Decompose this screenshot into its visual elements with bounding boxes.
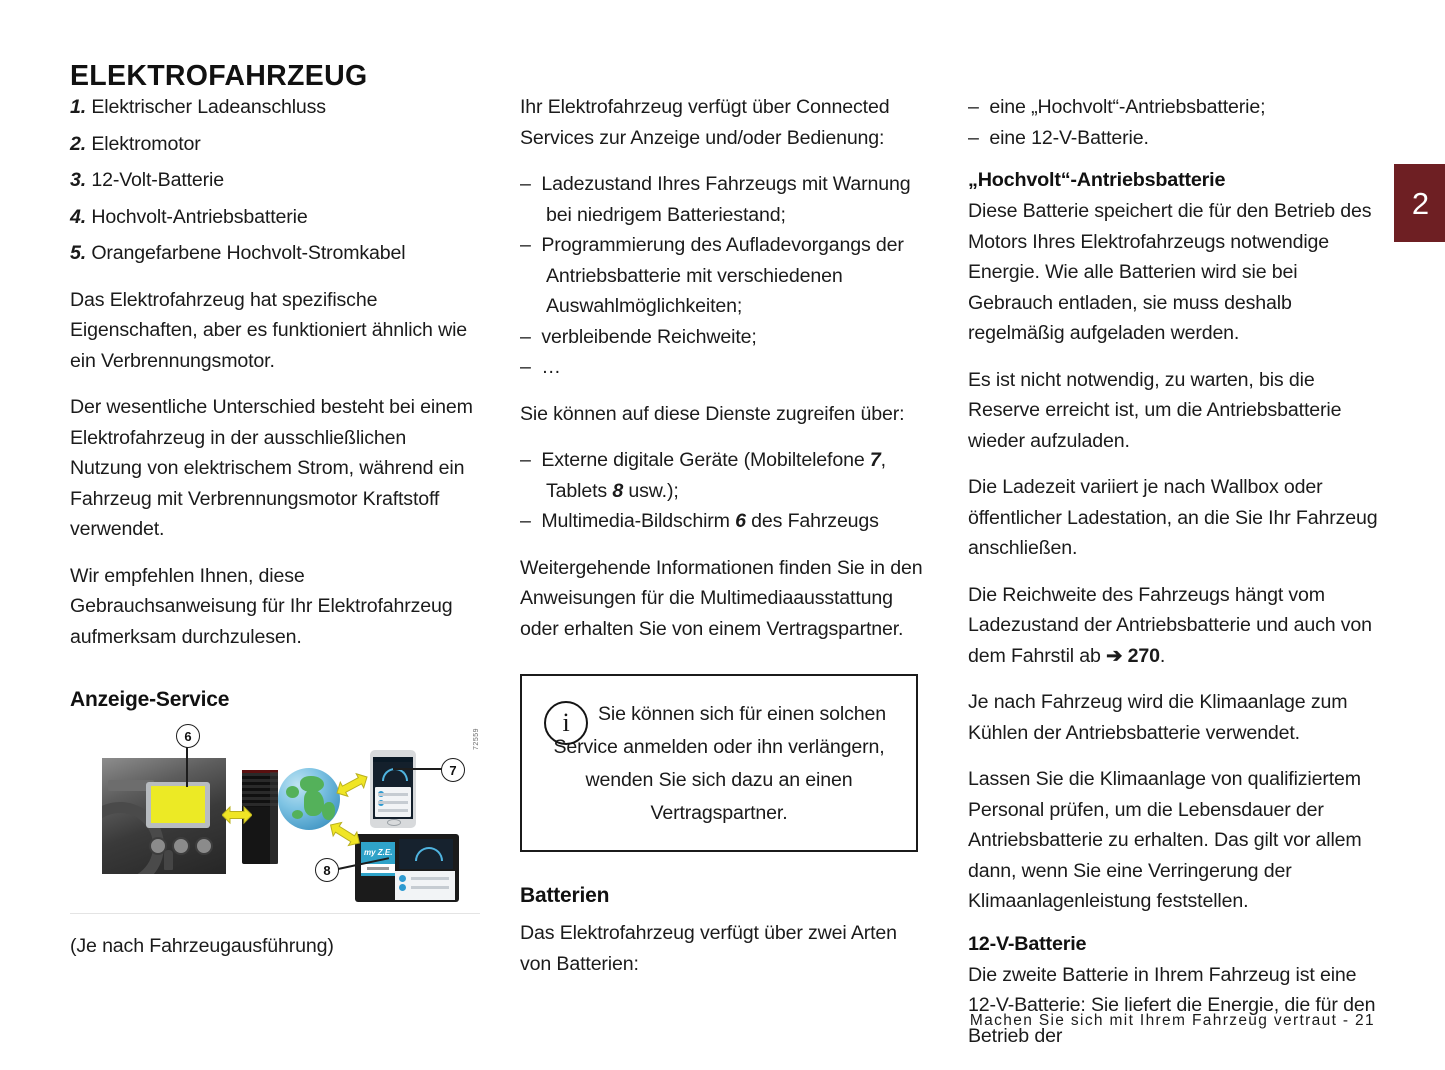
cross-reference-page: 270: [1127, 644, 1160, 667]
callout-6: [176, 724, 200, 748]
callout-label: 7: [449, 762, 457, 778]
dash-list-item-label: Externe digitale Geräte (Mobiltelefone: [541, 449, 870, 471]
paragraph: Das Elektrofahrzeug hat spezifische Eigenschaften, aber es funktioniert ähnlich wie ein Verbrennungsmotor.: [70, 288, 468, 372]
figure-canvas: [70, 722, 480, 907]
callout-leader-7: [393, 768, 442, 770]
dash-list-battery-types: [968, 92, 1378, 153]
landmass: [286, 786, 299, 798]
home-button-icon: [387, 819, 401, 826]
dash-list-item-label-end: usw.);: [623, 479, 679, 502]
list-row: [411, 886, 449, 889]
dash-list-item-label: eine „Hochvolt“-Antriebsbatterie;: [989, 96, 1266, 118]
section-heading-12v: 12-V-Batterie: [968, 932, 1087, 955]
figure-reference-number: 6: [735, 510, 746, 532]
list-item-label: Elektromotor: [91, 132, 201, 155]
list-item-number: 4.: [70, 205, 87, 228]
chapter-tab-number: 2: [1411, 185, 1430, 221]
dash-list-item-label: verbleibende Reichweite;: [541, 325, 757, 348]
figure-reference-code: 72559: [473, 728, 480, 750]
column-right: [968, 92, 1378, 1051]
brand-logo: [361, 864, 395, 873]
paragraph: Sie können auf diese Dienste zugreifen über:: [520, 402, 905, 425]
callout-leader-6: [186, 745, 188, 787]
gear-shifter: [164, 850, 173, 870]
paragraph: Lassen Sie die Klimaanlage von qualifiziertem Personal prüfen, um die Lebensdauer der Antriebsbatterie zu erhalten. Das gilt vor allem dann, wenn Sie eine Verringerung der Klimaanlagenleistung feststellen.: [968, 768, 1362, 912]
paragraph-text: Die Reichweite des Fahrzeugs hängt vom Ladezustand der Antriebsbatterie und auch von dem Fahrstil ab: [968, 583, 1372, 667]
info-box: [520, 674, 918, 852]
knob-icon: [195, 837, 213, 855]
callout-label: 8: [323, 862, 331, 878]
paragraph: Das Elektrofahrzeug verfügt über zwei Arten von Batterien:: [520, 922, 897, 975]
arrow-bidirectional-icon: [328, 818, 362, 850]
list-item-number: 3.: [70, 169, 87, 191]
page-footer: Machen Sie sich mit Ihrem Fahrzeug vertraut - 21: [969, 1012, 1375, 1029]
figure-connected-services: [70, 722, 480, 914]
list-item-label: Hochvolt-Antriebsbatterie: [91, 205, 308, 228]
list-item: [70, 129, 480, 160]
list-item: [70, 238, 480, 269]
landmass: [292, 810, 303, 819]
charge-gauge-icon: [382, 768, 408, 781]
callout-label: 6: [184, 728, 192, 744]
list-item: [70, 165, 480, 196]
paragraph: Es ist nicht notwendig, zu warten, bis die Reserve erreicht ist, um die Antriebsbatterie wieder aufzuladen.: [968, 368, 1342, 452]
phone-screen: [373, 757, 413, 819]
section-heading-batterien: Batterien: [520, 884, 610, 907]
column-left: [70, 92, 480, 962]
list-row: [378, 793, 408, 796]
info-box-content: [542, 698, 896, 830]
tablet-gauge-panel: [399, 839, 453, 869]
dash-list-item: – Programmierung des Aufladevorgangs der Antriebsbatterie mit verschiedenen Auswahlmöglichkeiten;: [520, 234, 904, 317]
tablet-list: [395, 871, 455, 900]
paragraph: Weitergehende Informationen finden Sie in den Anweisungen für die Multimediaausstattung oder erhalten Sie von einem Vertragspartner.: [520, 556, 923, 640]
list-row: [378, 809, 408, 812]
dash-list-item-label-cont: , Tablets: [546, 449, 886, 502]
dash-list: [520, 169, 930, 383]
paragraph: Ihr Elektrofahrzeug verfügt über Connected Services zur Anzeige und/oder Bedienung:: [520, 96, 890, 149]
dash-list-item-label: eine 12-V-Batterie.: [989, 126, 1149, 149]
paragraph: Diese Batterie speichert die für den Betrieb des Motors Ihres Elektrofahrzeugs notwendige Energie. Wie alle Batterien wird sie bei Gebrauch entladen, sie muss deshalb regelmäßig aufgeladen werden.: [968, 200, 1372, 344]
phone-list: [375, 787, 411, 817]
dash-list-item-label: Programmierung des Aufladevorgangs der Antriebsbatterie mit verschiedenen Auswahlmöglichkeiten;: [541, 234, 904, 317]
page-title: ELEKTROFAHRZEUG: [70, 60, 368, 93]
chapter-tab: [1394, 164, 1445, 242]
list-item-label: Elektrischer Ladeanschluss: [91, 96, 326, 118]
tablet-badge-label: my Z.E.: [364, 848, 393, 857]
list-item-label: Orangefarbene Hochvolt-Stromkabel: [91, 242, 406, 264]
charge-gauge-icon: [415, 847, 443, 861]
server-side-shadow: [270, 772, 278, 864]
dash-list-item: – verbleibende Reichweite;: [520, 325, 757, 348]
info-icon: i: [544, 701, 588, 745]
dashboard-photo: [102, 758, 226, 874]
knob-icon: [172, 837, 190, 855]
dash-list-item: – Multimedia-Bildschirm 6 des Fahrzeugs: [520, 510, 879, 532]
list-item-label: 12-Volt-Batterie: [91, 169, 224, 191]
paragraph: Die zweite Batterie in Ihrem Fahrzeug ist eine 12-V-Batterie: Sie liefert die Energie, die für den Betrieb der: [968, 963, 1376, 1047]
section-heading-anzeige-service: Anzeige-Service: [70, 688, 230, 711]
section-heading-hochvolt: „Hochvolt“-Antriebsbatterie: [968, 169, 1226, 191]
mobile-phone: [370, 750, 416, 828]
dash-list-item-label: …: [541, 356, 561, 378]
info-box-text: Sie können sich für einen solchen Service anmelden oder ihn verlängern, wenden Sie sich dazu an einen Vertragspartner.: [553, 703, 887, 824]
list-row: [378, 801, 408, 804]
dash-list-item: – Ladezustand Ihres Fahrzeugs mit Warnung bei niedrigem Batteriestand;: [520, 173, 911, 226]
arrow-bidirectional-icon: [335, 770, 369, 800]
list-bullet-icon: [399, 875, 406, 882]
paragraph: Wir empfehlen Ihnen, diese Gebrauchsanweisung für Ihr Elektrofahrzeug aufmerksam durchzulesen.: [70, 564, 453, 648]
figure-caption: (Je nach Fahrzeugausführung): [70, 935, 334, 957]
arrow-bidirectional-icon: [222, 804, 252, 826]
figure-reference-number: 7: [869, 449, 881, 471]
dash-list-item: – …: [520, 356, 561, 378]
list-row: [411, 877, 449, 880]
dash-list-item-label: Multimedia-Bildschirm: [541, 510, 736, 532]
tablet: [355, 834, 459, 902]
dash-list-devices: [520, 445, 930, 537]
list-item: [70, 202, 480, 233]
callout-7: [441, 758, 465, 782]
dash-list-item-label-end: des Fahrzeugs: [745, 510, 879, 532]
paragraph: Die Ladezeit variiert je nach Wallbox oder öffentlicher Ladestation, an die Sie Ihr Fahrzeug anschließen.: [968, 476, 1378, 559]
paragraph: Der wesentliche Unterschied besteht bei einem Elektrofahrzeug in der ausschließlichen Nutzung von elektrischem Strom, während ein Fahrzeug mit Verbrennungsmotor Kraftstoff verwendet.: [70, 396, 473, 540]
list-item-number: 1.: [70, 96, 87, 118]
dash-list-item: – eine 12-V-Batterie.: [968, 126, 1149, 149]
dash-list-item: – Externe digitale Geräte (Mobiltelefone 7, Tablets 8 usw.);: [520, 449, 886, 502]
callout-8: [315, 858, 339, 882]
multimedia-screen: [151, 786, 205, 823]
dash-list-item-label: Ladezustand Ihres Fahrzeugs mit Warnung bei niedrigem Batteriestand;: [541, 173, 911, 226]
column-middle: [520, 92, 930, 995]
climate-knobs: [149, 837, 211, 853]
list-item: [70, 92, 480, 123]
paragraph-text-end: .: [1159, 644, 1166, 667]
list-item-number: 2.: [70, 132, 87, 155]
figure-divider: [70, 913, 480, 914]
dash-list-item: – eine „Hochvolt“-Antriebsbatterie;: [968, 96, 1266, 118]
cross-reference-arrow-icon: ➔: [1106, 644, 1128, 667]
list-item-number: 5.: [70, 242, 87, 264]
paragraph: Je nach Fahrzeug wird die Klimaanlage zum Kühlen der Antriebsbatterie verwendet.: [968, 691, 1348, 744]
list-bullet-icon: [399, 884, 406, 891]
landmass: [304, 790, 324, 816]
paragraph-with-cross-reference: [968, 580, 1378, 672]
phone-status-bar: [373, 757, 413, 762]
figure-reference-number: 8: [612, 479, 624, 502]
